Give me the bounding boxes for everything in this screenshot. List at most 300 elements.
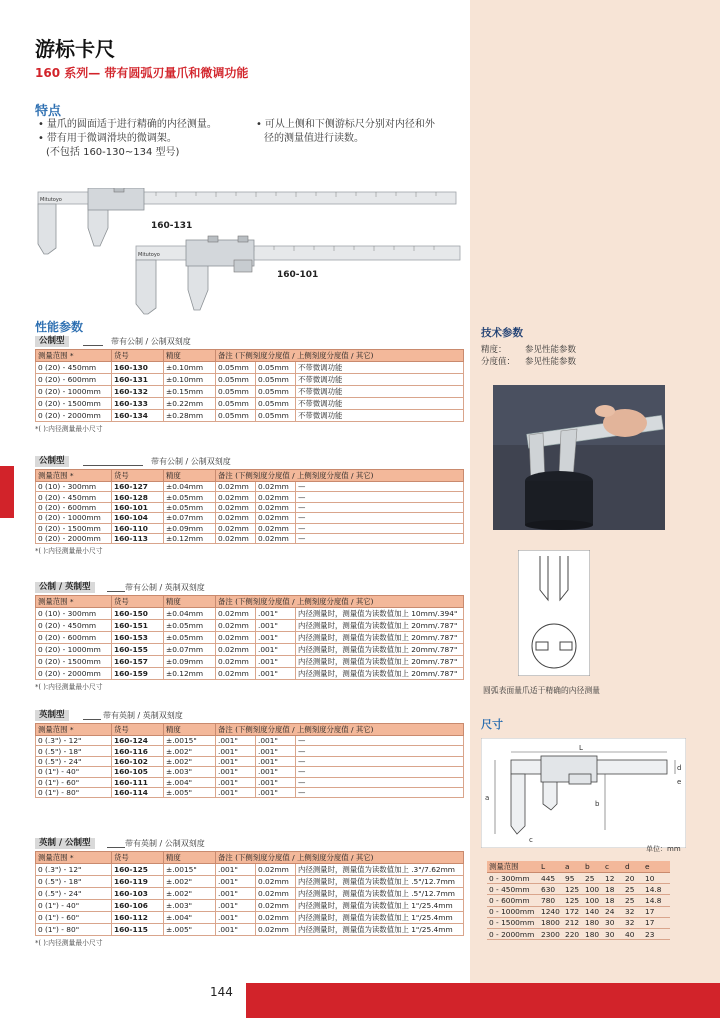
table-cell: .001" bbox=[256, 668, 296, 680]
table-cell: 25 bbox=[623, 895, 643, 906]
table-cell: 0 (20) - 1500mm bbox=[36, 656, 112, 668]
table-cell: .001" bbox=[216, 912, 256, 924]
table-header-row bbox=[36, 724, 464, 736]
spec-block-header bbox=[35, 456, 463, 468]
unit-label: 单位：mm bbox=[646, 845, 681, 853]
dim-label-L: L bbox=[579, 744, 583, 752]
table-cell: 160-127 bbox=[112, 482, 164, 492]
table-cell: ±.0015" bbox=[164, 736, 216, 746]
table-cell: 0 (.5") - 18" bbox=[36, 876, 112, 888]
type-tag: 公制型 bbox=[35, 336, 69, 347]
table-cell: ±0.10mm bbox=[164, 374, 216, 386]
table-cell: 0.02mm bbox=[216, 608, 256, 620]
table-cell: 0 (20) - 600mm bbox=[36, 632, 112, 644]
tag-underline bbox=[107, 847, 125, 848]
spec-block-inch-metric bbox=[35, 838, 463, 947]
table-cell: 17 bbox=[643, 917, 670, 928]
dim-label-e: e bbox=[677, 778, 682, 786]
column-header: 精度 bbox=[164, 724, 216, 736]
spec-block-metric-005 bbox=[35, 336, 463, 433]
table-cell: 160-157 bbox=[112, 656, 164, 668]
table-cell: 140 bbox=[583, 906, 603, 917]
table-cell: 0 (20) - 2000mm bbox=[36, 533, 112, 543]
table-cell: 0 (.3") - 12" bbox=[36, 736, 112, 746]
table-cell: 160-150 bbox=[112, 608, 164, 620]
table-cell: 0 (20) - 1500mm bbox=[36, 523, 112, 533]
table-cell: 内径测量时，测量值为读数值加上 20mm/.787" bbox=[296, 668, 464, 680]
table-cell: 0.02mm bbox=[216, 523, 256, 533]
table-cell: 不带微调功能 bbox=[296, 386, 464, 398]
table-cell: 17 bbox=[643, 906, 670, 917]
table-row bbox=[487, 928, 670, 939]
table-cell: 0 (20) - 600mm bbox=[36, 374, 112, 386]
table-cell: ±0.22mm bbox=[164, 398, 216, 410]
table-cell: 内径测量时，测量值为读数值加上 .3"/7.62mm bbox=[296, 864, 464, 876]
table-cell: 180 bbox=[583, 928, 603, 939]
table-row bbox=[36, 362, 464, 374]
dimensions-table bbox=[487, 861, 670, 940]
table-row bbox=[36, 398, 464, 410]
table-row bbox=[36, 924, 464, 936]
table-cell: 0 (20) - 1000mm bbox=[36, 386, 112, 398]
table-cell: .001" bbox=[256, 756, 296, 766]
column-header: 货号 bbox=[112, 596, 164, 608]
table-cell: 内径测量时，测量值为读数值加上 1"/25.4mm bbox=[296, 900, 464, 912]
column-header: d bbox=[623, 861, 643, 873]
table-row bbox=[36, 492, 464, 502]
dimension-drawing bbox=[481, 738, 686, 848]
table-row bbox=[487, 906, 670, 917]
table-cell: 0.05mm bbox=[216, 362, 256, 374]
table-row bbox=[36, 620, 464, 632]
table-cell: 0.02mm bbox=[216, 502, 256, 512]
table-row bbox=[36, 386, 464, 398]
table-row bbox=[36, 482, 464, 492]
caliper-160-101-label: 160-101 bbox=[277, 270, 319, 280]
table-cell: ±0.07mm bbox=[164, 513, 216, 523]
table-row bbox=[487, 873, 670, 884]
table-cell: 14.8 bbox=[643, 895, 670, 906]
table-cell: 160-103 bbox=[112, 888, 164, 900]
features-left bbox=[38, 118, 217, 160]
table-cell: 内径测量时，测量值为读数值加上 1"/25.4mm bbox=[296, 912, 464, 924]
column-header: 货号 bbox=[112, 724, 164, 736]
performance-heading: 性能参数 bbox=[35, 320, 84, 334]
table-cell: 160-133 bbox=[112, 398, 164, 410]
table-row bbox=[36, 632, 464, 644]
column-header: 测量范围 * bbox=[36, 724, 112, 736]
spec-block-header bbox=[35, 582, 463, 594]
table-row bbox=[36, 736, 464, 746]
table-cell: 160-113 bbox=[112, 533, 164, 543]
table-cell: ±.003" bbox=[164, 767, 216, 777]
table-note: *( ):内径测量最小尺寸 bbox=[35, 425, 103, 433]
column-header: a bbox=[563, 861, 583, 873]
table-cell: ±.003" bbox=[164, 900, 216, 912]
table-row bbox=[36, 608, 464, 620]
table-row bbox=[36, 746, 464, 756]
table-cell: 0 (20) - 1000mm bbox=[36, 513, 112, 523]
table-cell: ±0.07mm bbox=[164, 644, 216, 656]
table-row bbox=[36, 900, 464, 912]
table-cell: 内径测量时，测量值为读数值加上 20mm/.787" bbox=[296, 656, 464, 668]
column-header: 备注 (下侧刻度分度值 / 上侧刻度分度值 / 其它) bbox=[216, 852, 464, 864]
table-cell: 0.02mm bbox=[216, 533, 256, 543]
table-cell: 30 bbox=[603, 917, 623, 928]
brand-text: Mitutoyo bbox=[138, 252, 160, 258]
spec-table bbox=[35, 469, 464, 544]
table-cell: 0.02mm bbox=[256, 502, 296, 512]
table-cell: 0 - 2000mm bbox=[487, 928, 539, 939]
table-row bbox=[36, 864, 464, 876]
table-cell: .001" bbox=[216, 876, 256, 888]
table-cell: 0.05mm bbox=[256, 398, 296, 410]
table-cell: 160-134 bbox=[112, 410, 164, 422]
table-cell: 0 (.5") - 18" bbox=[36, 746, 112, 756]
table-cell: — bbox=[296, 523, 464, 533]
table-cell: 25 bbox=[623, 884, 643, 895]
table-cell: — bbox=[296, 502, 464, 512]
tag-underline bbox=[83, 719, 101, 720]
column-header: 精度 bbox=[164, 350, 216, 362]
table-cell: 不带微调功能 bbox=[296, 362, 464, 374]
table-cell: 125 bbox=[563, 895, 583, 906]
table-cell: 0 (1") - 60" bbox=[36, 912, 112, 924]
table-row bbox=[36, 502, 464, 512]
table-row bbox=[487, 884, 670, 895]
table-cell: 160-101 bbox=[112, 502, 164, 512]
table-cell: 0.02mm bbox=[216, 656, 256, 668]
table-cell: ±.004" bbox=[164, 912, 216, 924]
table-cell: .001" bbox=[256, 767, 296, 777]
table-cell: 0 (20) - 450mm bbox=[36, 362, 112, 374]
table-row bbox=[36, 513, 464, 523]
features-heading: 特点 bbox=[35, 104, 62, 119]
table-cell: — bbox=[296, 787, 464, 797]
diagram-caption: 圆弧表面量爪适于精确的内径测量 bbox=[483, 686, 600, 695]
table-cell: 100 bbox=[583, 895, 603, 906]
table-cell: .001" bbox=[256, 632, 296, 644]
column-header: 测量范围 * bbox=[36, 350, 112, 362]
table-cell: 160-119 bbox=[112, 876, 164, 888]
table-cell: 内径测量时，测量值为读数值加上 20mm/.787" bbox=[296, 620, 464, 632]
table-cell: 160-116 bbox=[112, 746, 164, 756]
table-cell: 0 (.5") - 24" bbox=[36, 888, 112, 900]
spec-table bbox=[35, 595, 464, 680]
table-cell: ±.002" bbox=[164, 756, 216, 766]
table-row bbox=[36, 374, 464, 386]
column-header: 备注 (下侧刻度分度值 / 上侧刻度分度值 / 其它) bbox=[216, 596, 464, 608]
table-cell: ±0.28mm bbox=[164, 410, 216, 422]
table-cell: .001" bbox=[256, 787, 296, 797]
table-cell: 0.02mm bbox=[256, 900, 296, 912]
table-note: *( ):内径测量最小尺寸 bbox=[35, 547, 103, 556]
table-cell: ±0.15mm bbox=[164, 386, 216, 398]
table-cell: 12 bbox=[603, 873, 623, 884]
table-cell: 160-106 bbox=[112, 900, 164, 912]
type-description: 带有公制 / 公制双刻度 bbox=[111, 337, 191, 346]
table-cell: 1240 bbox=[539, 906, 563, 917]
table-cell: ±0.05mm bbox=[164, 492, 216, 502]
arc-jaw-diagram bbox=[518, 550, 590, 676]
table-cell: ±0.09mm bbox=[164, 523, 216, 533]
table-row bbox=[36, 777, 464, 787]
table-cell: — bbox=[296, 736, 464, 746]
table-cell: 24 bbox=[603, 906, 623, 917]
table-row bbox=[36, 523, 464, 533]
column-header: b bbox=[583, 861, 603, 873]
table-cell: ±.002" bbox=[164, 876, 216, 888]
table-cell: 不带微调功能 bbox=[296, 410, 464, 422]
table-cell: 0.02mm bbox=[256, 912, 296, 924]
table-cell: 0.02mm bbox=[256, 864, 296, 876]
type-tag: 公制型 bbox=[35, 456, 69, 467]
table-cell: 2300 bbox=[539, 928, 563, 939]
table-cell: .001" bbox=[256, 777, 296, 787]
table-cell: 0.02mm bbox=[216, 620, 256, 632]
spec-block-header bbox=[35, 336, 463, 348]
table-cell: .001" bbox=[256, 644, 296, 656]
table-note: *( ):内径测量最小尺寸 bbox=[35, 683, 103, 691]
page-number: 144 bbox=[210, 985, 233, 999]
column-header: c bbox=[603, 861, 623, 873]
table-cell: 23 bbox=[643, 928, 670, 939]
table-cell: 160-130 bbox=[112, 362, 164, 374]
column-header: 货号 bbox=[112, 470, 164, 482]
table-row bbox=[487, 895, 670, 906]
column-header: e bbox=[643, 861, 670, 873]
table-cell: 0 (1") - 40" bbox=[36, 900, 112, 912]
table-cell: 160-131 bbox=[112, 374, 164, 386]
table-cell: 160-110 bbox=[112, 523, 164, 533]
table-row bbox=[36, 756, 464, 766]
column-header: 测量范围 * bbox=[36, 596, 112, 608]
table-cell: 160-115 bbox=[112, 924, 164, 936]
spec-table bbox=[35, 851, 464, 936]
table-cell: ±.004" bbox=[164, 777, 216, 787]
tag-underline bbox=[83, 345, 103, 346]
type-tag: 英制 / 公制型 bbox=[35, 838, 95, 849]
dim-label-a: a bbox=[485, 794, 490, 802]
table-cell: 125 bbox=[563, 884, 583, 895]
spec-block-metric-002 bbox=[35, 456, 463, 555]
dims-header-row bbox=[487, 861, 670, 873]
table-cell: — bbox=[296, 482, 464, 492]
table-cell: .001" bbox=[216, 767, 256, 777]
table-cell: ±0.05mm bbox=[164, 632, 216, 644]
brand-text: Mitutoyo bbox=[40, 197, 62, 203]
table-cell: 0 (20) - 1000mm bbox=[36, 644, 112, 656]
table-cell: .001" bbox=[216, 900, 256, 912]
feature-item: • 量爪的圆面适于进行精确的内径测量。 bbox=[38, 118, 217, 132]
table-cell: 10 bbox=[643, 873, 670, 884]
caliper-160-131-label: 160-131 bbox=[151, 221, 193, 231]
table-cell: 0.02mm bbox=[216, 492, 256, 502]
table-cell: .001" bbox=[216, 736, 256, 746]
tech-key: 分度值： bbox=[481, 357, 516, 367]
table-cell: 32 bbox=[623, 917, 643, 928]
table-cell: 0 (20) - 450mm bbox=[36, 492, 112, 502]
tech-heading: 技术参数 bbox=[481, 327, 523, 339]
table-cell: 0 - 450mm bbox=[487, 884, 539, 895]
dim-label-b: b bbox=[595, 800, 600, 808]
tech-row-accuracy bbox=[481, 343, 577, 355]
table-cell: — bbox=[296, 492, 464, 502]
table-cell: 25 bbox=[583, 873, 603, 884]
table-row bbox=[36, 787, 464, 797]
column-header: 精度 bbox=[164, 852, 216, 864]
page-title: 游标卡尺 bbox=[35, 37, 115, 61]
column-header: 精度 bbox=[164, 470, 216, 482]
table-cell: — bbox=[296, 767, 464, 777]
table-header-row bbox=[36, 852, 464, 864]
table-cell: ±0.12mm bbox=[164, 668, 216, 680]
table-cell: 160-112 bbox=[112, 912, 164, 924]
table-row bbox=[36, 644, 464, 656]
table-cell: 0.02mm bbox=[256, 924, 296, 936]
table-row bbox=[36, 656, 464, 668]
table-cell: 0.02mm bbox=[256, 513, 296, 523]
table-cell: .001" bbox=[256, 620, 296, 632]
table-cell: 14.8 bbox=[643, 884, 670, 895]
table-cell: 220 bbox=[563, 928, 583, 939]
tag-underline bbox=[83, 465, 143, 466]
table-row bbox=[36, 767, 464, 777]
type-description: 带有英制 / 英制双刻度 bbox=[103, 711, 183, 720]
table-cell: 0 (1") - 80" bbox=[36, 924, 112, 936]
column-header: 测量范围 bbox=[487, 861, 539, 873]
column-header: L bbox=[539, 861, 563, 873]
column-header: 测量范围 * bbox=[36, 852, 112, 864]
table-cell: 0 (20) - 2000mm bbox=[36, 668, 112, 680]
table-cell: ±.002" bbox=[164, 888, 216, 900]
table-cell: 0.02mm bbox=[216, 632, 256, 644]
table-cell: 160-132 bbox=[112, 386, 164, 398]
table-cell: ±.0015" bbox=[164, 864, 216, 876]
type-description: 带有公制 / 公制双刻度 bbox=[151, 457, 231, 466]
table-cell: .001" bbox=[216, 924, 256, 936]
table-cell: 内径测量时，测量值为读数值加上 .5"/12.7mm bbox=[296, 888, 464, 900]
column-header: 备注 (下侧刻度分度值 / 上侧刻度分度值 / 其它) bbox=[216, 470, 464, 482]
table-cell: 160-128 bbox=[112, 492, 164, 502]
table-cell: 0.05mm bbox=[256, 386, 296, 398]
table-cell: ±0.05mm bbox=[164, 620, 216, 632]
table-cell: 0.02mm bbox=[216, 513, 256, 523]
column-header: 精度 bbox=[164, 596, 216, 608]
table-cell: .001" bbox=[256, 656, 296, 668]
table-cell: 30 bbox=[603, 928, 623, 939]
feature-item: • 可从上侧和下侧游标尺分别对内径和外 bbox=[256, 118, 435, 132]
table-cell: ±.002" bbox=[164, 746, 216, 756]
table-cell: 内径测量时，测量值为读数值加上 20mm/.787" bbox=[296, 644, 464, 656]
feature-item: (不包括 160-130~134 型号) bbox=[46, 147, 180, 158]
table-cell: 0.02mm bbox=[216, 668, 256, 680]
table-cell: .001" bbox=[216, 888, 256, 900]
tech-key: 精度： bbox=[481, 345, 507, 355]
table-cell: 0.02mm bbox=[256, 533, 296, 543]
table-cell: 不带微调功能 bbox=[296, 374, 464, 386]
table-cell: 445 bbox=[539, 873, 563, 884]
table-cell: 0 (10) - 300mm bbox=[36, 482, 112, 492]
caliper-usage-photo bbox=[493, 385, 665, 530]
table-note: *( ):内径测量最小尺寸 bbox=[35, 939, 103, 947]
table-cell: 160-111 bbox=[112, 777, 164, 787]
table-cell: — bbox=[296, 777, 464, 787]
table-cell: 0 (20) - 600mm bbox=[36, 502, 112, 512]
type-description: 带有公制 / 英制双刻度 bbox=[125, 583, 205, 592]
table-cell: 630 bbox=[539, 884, 563, 895]
table-cell: 不带微调功能 bbox=[296, 398, 464, 410]
table-cell: .001" bbox=[256, 746, 296, 756]
table-cell: 160-159 bbox=[112, 668, 164, 680]
table-cell: ±.005" bbox=[164, 787, 216, 797]
table-cell: 内径测量时，测量值为读数值加上 20mm/.787" bbox=[296, 632, 464, 644]
table-cell: 0 (20) - 450mm bbox=[36, 620, 112, 632]
table-cell: 95 bbox=[563, 873, 583, 884]
table-cell: ±0.04mm bbox=[164, 482, 216, 492]
table-row bbox=[36, 533, 464, 543]
table-cell: .001" bbox=[216, 777, 256, 787]
table-cell: .001" bbox=[216, 756, 256, 766]
dim-label-d: d bbox=[677, 764, 682, 772]
table-cell: 0 (10) - 300mm bbox=[36, 608, 112, 620]
table-cell: ±0.04mm bbox=[164, 608, 216, 620]
table-cell: 160-104 bbox=[112, 513, 164, 523]
table-cell: .001" bbox=[216, 746, 256, 756]
table-cell: 0.05mm bbox=[216, 374, 256, 386]
column-header: 备注 (下侧刻度分度值 / 上侧刻度分度值 / 其它) bbox=[216, 724, 464, 736]
table-cell: 0.02mm bbox=[256, 876, 296, 888]
table-header-row bbox=[36, 596, 464, 608]
table-cell: 0.02mm bbox=[256, 492, 296, 502]
table-cell: 160-124 bbox=[112, 736, 164, 746]
table-cell: 0.05mm bbox=[216, 398, 256, 410]
table-cell: 内径测量时，测量值为读数值加上 .5"/12.7mm bbox=[296, 876, 464, 888]
table-row bbox=[36, 410, 464, 422]
table-cell: 32 bbox=[623, 906, 643, 917]
table-cell: 20 bbox=[623, 873, 643, 884]
table-cell: 0 (20) - 2000mm bbox=[36, 410, 112, 422]
spec-block-inch bbox=[35, 710, 463, 798]
table-cell: 100 bbox=[583, 884, 603, 895]
table-cell: 180 bbox=[583, 917, 603, 928]
table-cell: 0.02mm bbox=[216, 644, 256, 656]
table-cell: 0 - 1000mm bbox=[487, 906, 539, 917]
table-cell: 0 - 600mm bbox=[487, 895, 539, 906]
table-cell: 内径测量时，测量值为读数值加上 10mm/.394" bbox=[296, 608, 464, 620]
table-cell: 160-125 bbox=[112, 864, 164, 876]
table-cell: 160-155 bbox=[112, 644, 164, 656]
table-cell: ±0.10mm bbox=[164, 362, 216, 374]
column-header: 测量范围 * bbox=[36, 470, 112, 482]
page-subtitle: 160 系列— 带有圆弧刃量爪和微调功能 bbox=[35, 66, 249, 80]
table-cell: 0.05mm bbox=[256, 362, 296, 374]
table-cell: 18 bbox=[603, 884, 623, 895]
spec-block-header bbox=[35, 710, 463, 722]
table-cell: .001" bbox=[256, 736, 296, 746]
table-cell: 0.02mm bbox=[216, 482, 256, 492]
table-cell: 160-153 bbox=[112, 632, 164, 644]
column-header: 备注 (下侧刻度分度值 / 上侧刻度分度值 / 其它) bbox=[216, 350, 464, 362]
feature-item: • 带有用于微调滑块的微调架。 bbox=[38, 132, 217, 146]
tech-value: 参见性能参数 bbox=[525, 357, 577, 367]
table-cell: 160-151 bbox=[112, 620, 164, 632]
spec-block-metric-inch bbox=[35, 582, 463, 691]
column-header: 货号 bbox=[112, 852, 164, 864]
type-tag: 公制 / 英制型 bbox=[35, 582, 95, 593]
spec-table bbox=[35, 349, 464, 422]
table-cell: 0.05mm bbox=[216, 386, 256, 398]
